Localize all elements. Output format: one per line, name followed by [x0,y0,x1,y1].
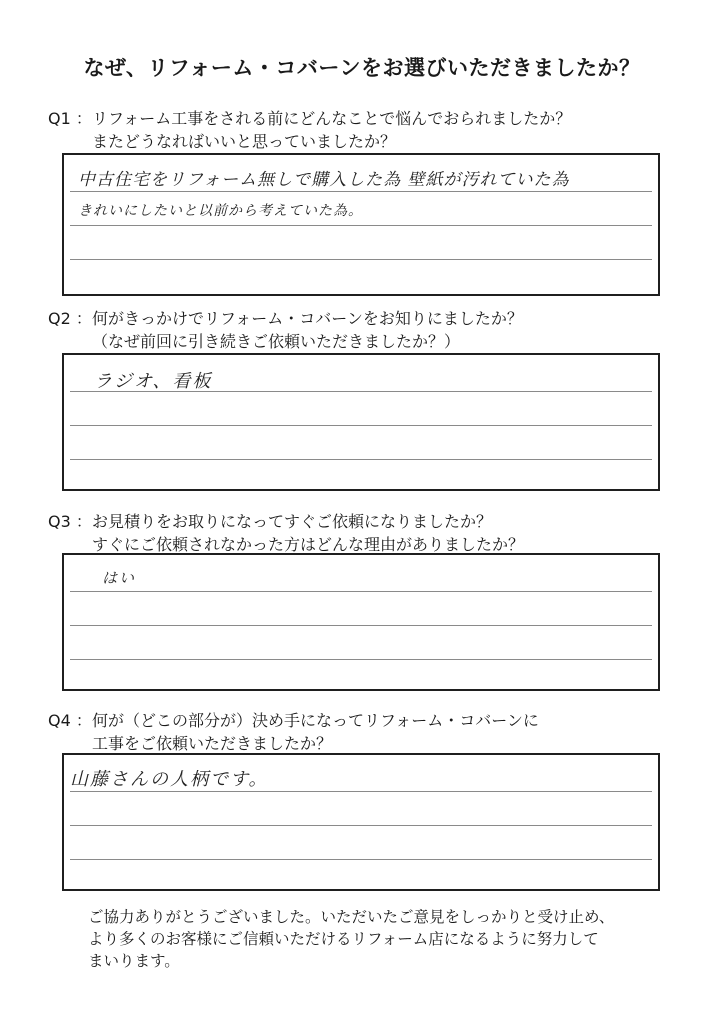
handwritten-answer-line: はい [102,569,137,587]
answer-box-4 [62,753,660,891]
answer-rule [70,625,652,626]
question-text-line2: （なぜ前回に引き続きご依頼いただきましたか？） [92,332,461,351]
handwritten-answer-line: 中古住宅をリフォーム無しで購入した為 壁紙が汚れていた為 [78,170,570,190]
question-number: Q2 ： [48,309,92,328]
question-number: Q3 ： [48,512,92,531]
question-text-line2: すぐにご依頼されなかった方はどんな理由がありましたか？ [92,535,525,554]
answer-rule [70,459,652,460]
answer-rule [70,659,652,660]
closing-message-line3: まいります。 [88,952,180,970]
page-title: なぜ、リフォーム・コバーンをお選びいただきましたか？ [83,56,641,80]
question-3 [48,510,524,556]
answer-box-2 [62,353,660,491]
answer-rule [70,225,652,226]
answer-rule [70,259,652,260]
question-text-line1: 何が（どこの部分が）決め手になってリフォーム・コバーンに [92,711,539,730]
answer-rule [70,591,652,592]
question-text-line1: 何がきっかけでリフォーム・コバーンをお知りにましたか？ [92,309,523,328]
answer-rule [70,791,652,792]
answer-rule [70,825,652,826]
question-text-line1: リフォーム工事をされる前にどんなことで悩んでおられましたか？ [92,109,572,128]
answer-rule [70,425,652,426]
question-text-line2: 工事をご依頼いただきましたか？ [92,734,333,753]
handwritten-answer-line: きれいにしたいと以前から考えていた為。 [78,203,363,219]
closing-message-line2: より多くのお客様にご信頼いただけるリフォーム店になるように努力して [88,930,599,948]
answer-rule [70,191,652,192]
answer-box-1 [62,153,660,296]
question-text-line2: またどうなればいいと思っていましたか？ [92,132,397,151]
question-text-line1: お見積りをお取りになってすぐご依頼になりましたか？ [92,512,493,531]
closing-message [88,906,648,972]
question-number: Q4 ： [48,711,92,730]
answer-box-3 [62,553,660,691]
question-number: Q1 ： [48,109,92,128]
handwritten-answer-line: 山藤さんの人柄です。 [70,769,269,790]
answer-rule [70,859,652,860]
question-2 [48,307,523,353]
closing-message-line1: ご協力ありがとうございました。いただいたご意見をしっかりと受け止め、 [88,908,615,926]
handwritten-answer-line: ラジオ、看板 [94,371,213,392]
question-4 [48,709,539,755]
question-1 [48,107,571,153]
